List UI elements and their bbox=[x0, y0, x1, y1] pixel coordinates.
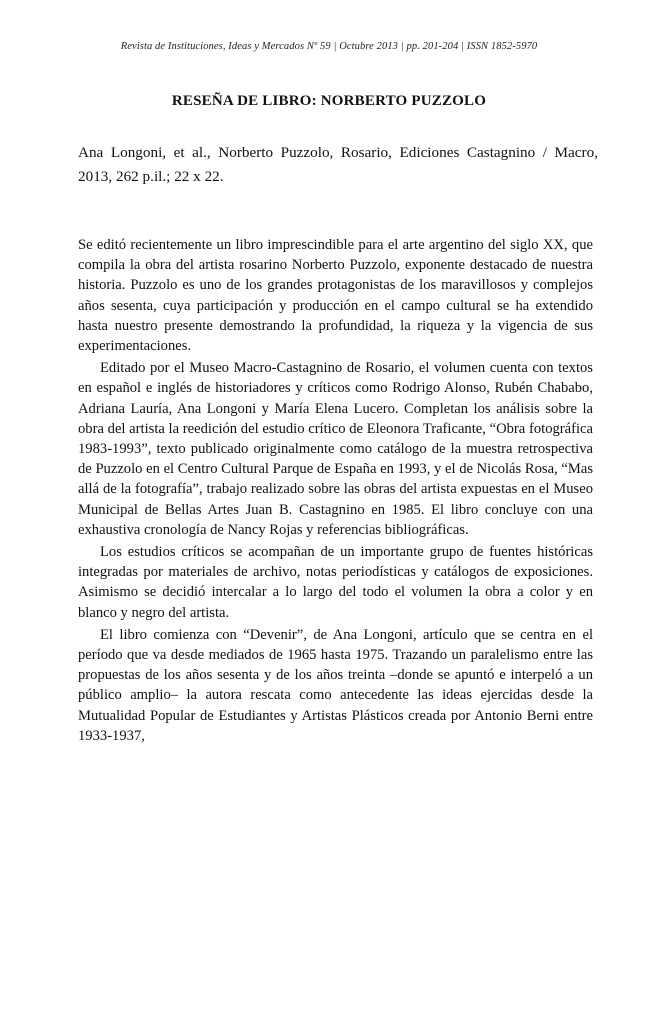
review-body bbox=[78, 235, 593, 746]
paragraph-4: El libro comienza con “Devenir”, de Ana Longoni, artículo que se centra en el período que va desde mediados de 1965 hasta 1975. Trazando un paralelismo entre las propuestas de los años sesenta y de los años treinta –donde se apuntó e interpeló a un público amplio– la autora rescata como antecedente las ideas ejercidas desde la Mutualidad Popular de Estudiantes y Artistas Plásticos creada por Antonio Berni entre 1933-1937, bbox=[78, 626, 593, 744]
book-citation: Ana Longoni, et al., Norberto Puzzolo, Rosario, Ediciones Castagnino / Macro, 2013, 262 p.il.; 22 x 22. bbox=[78, 144, 598, 185]
running-head: Revista de Instituciones, Ideas y Mercados Nº 59 | Octubre 2013 | pp. 201-204 | ISSN 1852-5970 bbox=[120, 41, 538, 52]
page-title: RESEÑA DE LIBRO: NORBERTO PUZZOLO bbox=[171, 93, 487, 109]
paragraph-1: Se editó recientemente un libro imprescindible para el arte argentino del siglo XX, que compila la obra del artista rosarino Norberto Puzzolo, exponente destacado de nuestra historia. Puzzolo es uno de los grandes protagonistas de los maravillosos y complejos años sesenta, cuya participación y producción en el campo cultural se ha extendido hasta nuestro presente demostrando la profundidad, la riqueza y la vigencia de sus experimentaciones. bbox=[78, 237, 593, 355]
paragraph-2: Editado por el Museo Macro-Castagnino de Rosario, el volumen cuenta con textos en español e inglés de historiadores y críticos como Rodrigo Alonso, Rubén Chababo, Adriana Lauría, Ana Longoni y María Elena Lucero. Completan los análisis sobre la obra del artista la reedición del estudio crítico de Eleonora Traficante, “Obra fotográfica 1983-1993”, texto publicado originalmente como catálogo de la muestra retrospectiva de Puzzolo en el Centro Cultural Parque de España en 1993, y el de Nicolás Rosa, “Mas allá de la fotografía”, trabajo realizado sobre las obras del artista expuestas en el Museo Municipal de Bellas Artes Juan B. Castagnino en 1985. El libro concluye con una exhaustiva cronología de Nancy Rojas y referencias bibliográficas. bbox=[78, 360, 593, 538]
paragraph-3: Los estudios críticos se acompañan de un importante grupo de fuentes históricas integradas por materiales de archivo, notas periodísticas y catálogos de exposiciones. Asimismo se decidió intercalar a lo largo del todo el volumen la obra a color y en blanco y negro del artista. bbox=[78, 544, 593, 621]
